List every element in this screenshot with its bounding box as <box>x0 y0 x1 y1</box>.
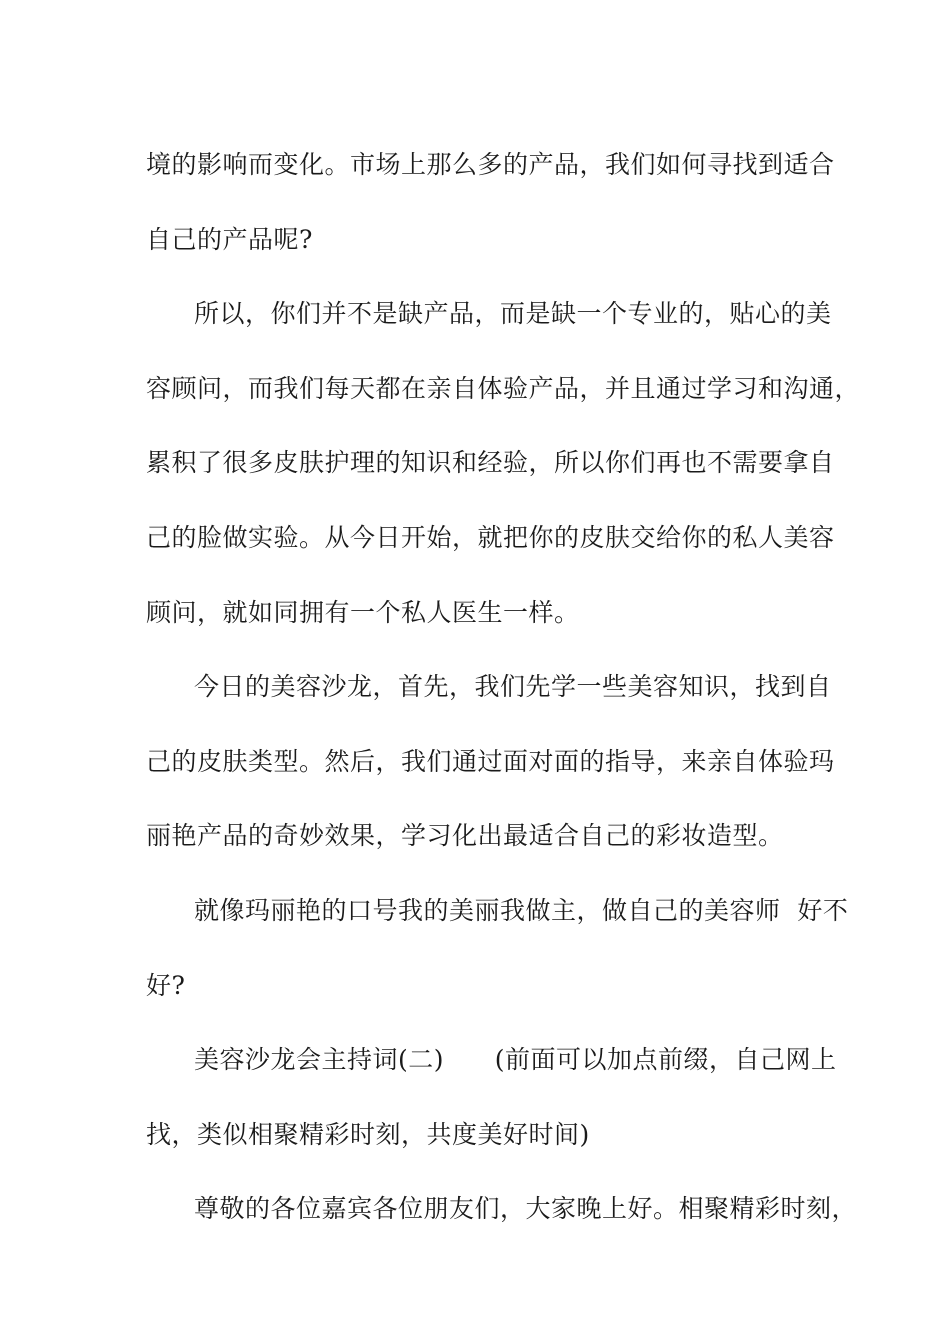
text-line: 丽艳产品的奇妙效果，学习化出最适合自己的彩妆造型。 <box>146 821 784 851</box>
text-line: 容顾问，而我们每天都在亲自体验产品，并且通过学习和沟通， <box>146 373 861 403</box>
text-line: 己的皮肤类型。然后，我们通过面对面的指导，来亲自体验玛 <box>146 746 835 776</box>
text-line: 顾问，就如同拥有一个私人医生一样。 <box>146 597 580 627</box>
text-line: 找，类似相聚精彩时刻，共度美好时间) <box>146 1119 590 1149</box>
text-line: 就像玛丽艳的口号我的美丽我做主，做自己的美容师 好不 <box>194 895 849 925</box>
text-line: 好? <box>146 970 186 1000</box>
body-text <box>146 128 861 1247</box>
text-line: 境的影响而变化。市场上那么多的产品，我们如何寻找到适合 <box>146 150 835 179</box>
text-line: 己的脸做实验。从今日开始，就把你的皮肤交给你的私人美容 <box>146 522 835 552</box>
text-line: 尊敬的各位嘉宾各位朋友们，大家晚上好。相聚精彩时刻， <box>194 1194 858 1224</box>
text-line: 所以，你们并不是缺产品，而是缺一个专业的，贴心的美 <box>194 299 832 329</box>
text-line: 累积了很多皮肤护理的知识和经验，所以你们再也不需要拿自 <box>146 448 835 478</box>
text-line: 美容沙龙会主持词(二) (前面可以加点前缀，自己网上 <box>194 1045 837 1075</box>
text-line: 今日的美容沙龙，首先，我们先学一些美容知识，找到自 <box>194 672 832 702</box>
text-line: 自己的产品呢? <box>146 224 313 254</box>
